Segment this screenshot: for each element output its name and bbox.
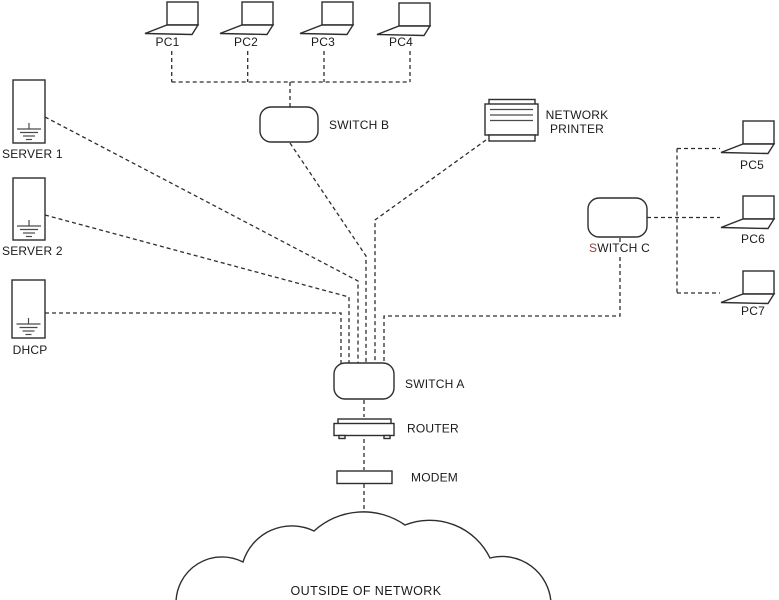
printer-node — [485, 100, 608, 142]
pc4-node — [377, 3, 430, 49]
laptop-icon — [721, 271, 774, 304]
edge-switchb-switcha — [290, 143, 366, 363]
pc6-label: PC6 — [741, 232, 765, 246]
printer-tray — [489, 135, 535, 141]
edge-switchc-switcha — [384, 238, 620, 363]
pc1-label: PC1 — [155, 35, 180, 49]
server-icon — [13, 178, 45, 240]
modem-body — [337, 471, 392, 484]
pc4-label: PC4 — [389, 35, 413, 49]
pc5-label: PC5 — [740, 158, 764, 172]
printer-label-line2: PRINTER — [549, 122, 605, 136]
pc2-label: PC2 — [234, 35, 258, 49]
laptop-icon — [145, 2, 198, 35]
laptop-icon — [300, 2, 353, 35]
switch-c-node — [588, 198, 650, 255]
modem-node — [337, 471, 458, 485]
dhcp-label: DHCP — [12, 343, 48, 357]
server-icon — [12, 280, 45, 338]
router-foot-left — [339, 436, 345, 439]
cloud-node — [176, 512, 551, 600]
router-body — [334, 424, 394, 436]
switch-a-label: SWITCH A — [405, 377, 465, 391]
pc3-node — [300, 2, 353, 49]
edge-dhcp-switcha — [45, 313, 341, 363]
edge-server2-switcha — [45, 215, 349, 363]
switch-icon — [588, 198, 647, 237]
laptop-icon — [721, 196, 774, 229]
router-foot-right — [384, 436, 390, 439]
server1-label: SERVER 1 — [2, 147, 63, 161]
dhcp-node — [12, 280, 47, 357]
pc7-node — [721, 271, 774, 318]
modem-label: MODEM — [411, 470, 458, 485]
printer-label-line1: NETWORK — [545, 108, 609, 122]
pc7-label: PC7 — [741, 304, 765, 318]
server2-label: SERVER 2 — [2, 244, 63, 258]
laptop-icon — [377, 3, 430, 36]
pc2-node — [220, 2, 273, 49]
switch-icon — [334, 363, 394, 399]
pc1-node — [145, 2, 198, 49]
router-node — [334, 419, 459, 439]
cloud-label: OUTSIDE OF NETWORK — [290, 584, 442, 598]
laptop-icon — [220, 2, 273, 35]
router-label: ROUTER — [407, 421, 459, 436]
edge-server1-switcha — [45, 117, 358, 363]
laptop-icon — [721, 121, 774, 154]
pc5-node — [721, 121, 774, 172]
switch-c-label-initial: S — [589, 241, 598, 255]
pc3-label: PC3 — [311, 35, 335, 49]
switch-b-node — [260, 107, 389, 142]
switch-icon — [260, 107, 318, 142]
printer-body — [485, 104, 538, 135]
switch-c-label-rest: WITCH C — [597, 241, 650, 255]
switch-c-label — [589, 241, 650, 255]
edge-printer-switcha — [375, 140, 486, 363]
server-icon — [13, 80, 45, 143]
server1-node — [2, 80, 63, 161]
switch-a-node — [334, 363, 465, 399]
switch-b-label: SWITCH B — [329, 118, 390, 132]
pc6-node — [721, 196, 774, 246]
